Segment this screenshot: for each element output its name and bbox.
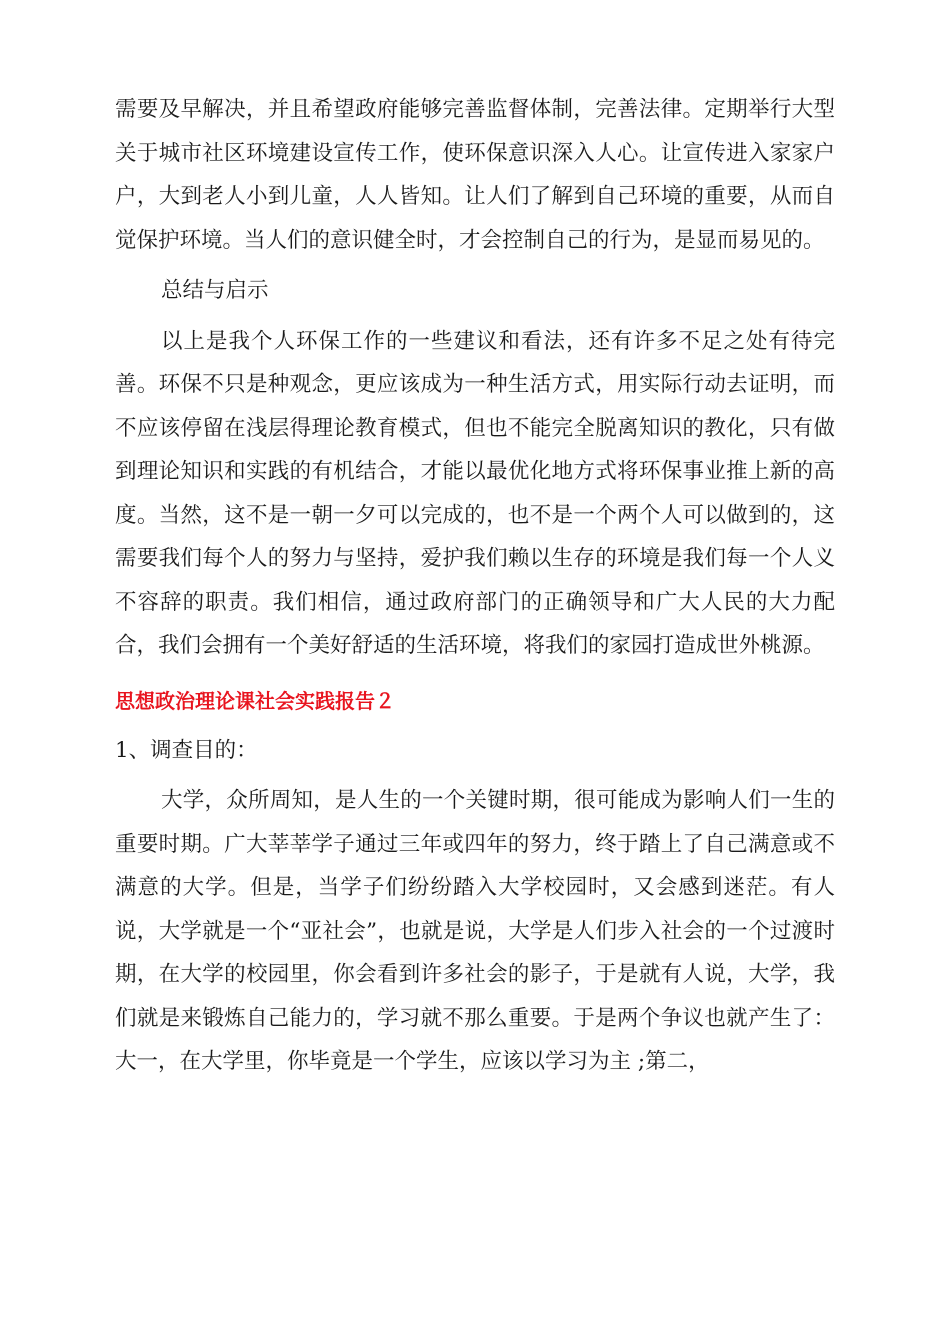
body-paragraph: 以上是我个人环保工作的一些建议和看法，还有许多不足之处有待完善。环保不只是种观念，更应该成为一种生活方式，用实际行动去证明，而不应该停留在浅层得理论教育模式，但也不能完全脱离知识的教化，只有做到理论知识和实践的有机结合，才能以最优化地方式将环保事业推上新的高度。当然，这不是一朝一夕可以完成的，也不是一个两个人可以做到的，这需要我们每个人的努力与坚持，爱护我们赖以生存的环境是我们每一个人义不容辞的职责。我们相信，通过政府部门的正确领导和广大人民的大力配合，我们会拥有一个美好舒适的生活环境，将我们的家园打造成世外桃源。 bbox=[115, 328, 835, 658]
subheading: 总结与启示 bbox=[161, 278, 269, 303]
body-paragraph: 需要及早解决，并且希望政府能够完善监督体制，完善法律。定期举行大型关于城市社区环境建设宣传工作，使环保意识深入人心。让宣传进入家家户户，大到老人小到儿童，人人皆知。让人们了解到自己环境的重要，从而自觉保护环境。当人们的意识健全时，才会控制自己的行为，是显而易见的。 bbox=[115, 97, 835, 253]
body-paragraph: 大学，众所周知，是人生的一个关键时期，很可能成为影响人们一生的重要时期。广大莘莘学子通过三年或四年的努力，终于踏上了自己满意或不满意的大学。但是，当学子们纷纷踏入大学校园时，又会感到迷茫。有人说，大学就是一个“亚社会”，也就是说，大学是人们步入社会的一个过渡时期，在大学的校园里，你会看到许多社会的影子，于是就有人说，大学，我们就是来锻炼自己能力的，学习就不那么重要。于是两个争议也就产生了：大一，在大学里，你毕竟是一个学生，应该以学习为主 ;第二， bbox=[115, 788, 835, 1074]
list-item: 1、调查目的： bbox=[115, 737, 258, 763]
section-heading: 思想政治理论课社会实践报告２ bbox=[115, 688, 395, 713]
